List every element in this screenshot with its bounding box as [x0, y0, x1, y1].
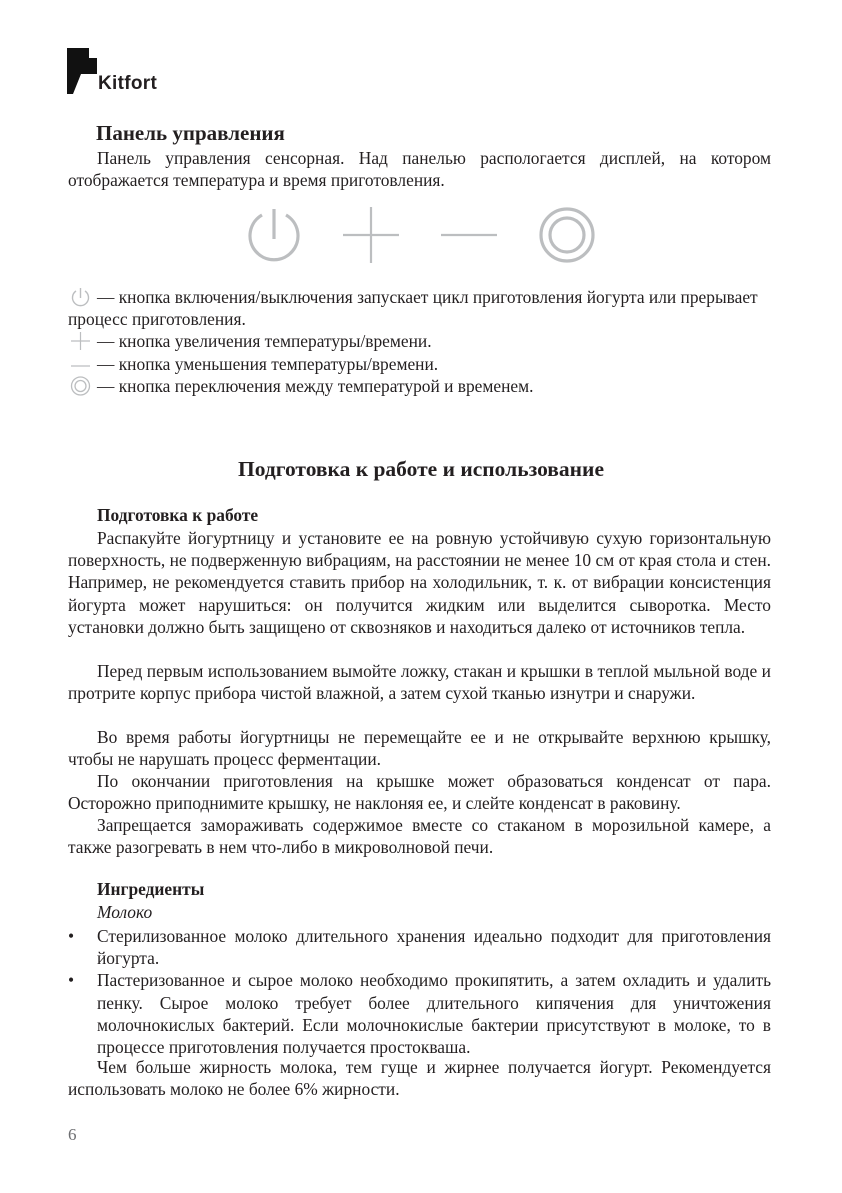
prep-paragraph-5: Запрещается замораживать содержимое вместе со стаканом в морозильной камере, а также разогревать в нем что-либо в микроволновой печи.	[68, 815, 771, 858]
prep-paragraph-4: По окончании приготовления на крышке может образоваться конденсат от пара. Осторожно приподнимите крышку, не наклоняя ее, и слейте конденсат в раковину.	[68, 771, 771, 814]
prep-paragraph-1: Распакуйте йогуртницу и установите ее на ровную устойчивую сухую горизонтальную поверхность, не подверженную вибрациям, на расстоянии не менее 10 см от края стола и стен. Например, не рекомендуется ставить прибор на холодильник, т. к. от вибрации консистенция йогурта может нарушиться: он получится жидким или выделится сыворотка. Место установки должно быть защищено от сквозняков и находиться далеко от источников тепла.	[68, 528, 771, 637]
legend-row-plus	[68, 330, 771, 352]
section-title: Подготовка к работе и использование	[238, 457, 604, 481]
list-item-text: Пастеризованное и сырое молоко необходимо прокипятить, а затем охладить и удалить пенку. Сырое молоко требует более длительного кипячения для уничтожения молочнокислых бактерий. Если молочнокислые бактерии присутствуют в молоке, то в процессе приготовления получается простокваша.	[97, 970, 771, 1058]
prep-paragraph-3: Во время работы йогуртницы не перемещайте ее и не открывайте верхнюю крышку, чтобы не нарушать процесс ферментации.	[68, 727, 771, 770]
control-panel-intro: Панель управления сенсорная. Над панелью распологается дисплей, на котором отображается температура и время приготовления.	[68, 148, 771, 191]
power-icon	[68, 287, 93, 307]
switch-circle-icon	[536, 205, 598, 267]
page-number: 6	[68, 1125, 77, 1144]
switch-circle-icon	[68, 376, 93, 396]
minus-icon	[439, 205, 499, 267]
brand-name: Kitfort	[98, 73, 158, 94]
bullet-marker: •	[68, 970, 75, 991]
legend-row-power	[68, 286, 771, 330]
control-legend	[68, 286, 771, 397]
prep-title: Подготовка к работе	[97, 505, 259, 525]
legend-text-minus: — кнопка уменьшения температуры/времени.	[97, 353, 439, 374]
ingredients-subtitle: Молоко	[97, 902, 153, 922]
bullet-marker: •	[68, 926, 75, 946]
minus-icon	[68, 354, 93, 374]
control-panel-title: Панель управления	[96, 121, 285, 145]
kitfort-logo	[67, 48, 167, 100]
legend-text-plus: — кнопка увеличения температуры/времени.	[97, 331, 432, 352]
list-item	[68, 969, 771, 1058]
list-item-text: Стерилизованное молоко длительного хранения идеально подходит для приготовления йогурта.	[97, 926, 771, 969]
plus-icon	[341, 205, 401, 267]
power-icon	[243, 205, 305, 267]
prep-paragraph-2: Перед первым использованием вымойте ложку, стакан и крышки в теплой мыльной воде и протрите корпус прибора чистой влажной, а затем сухой тканью изнутри и снаружи.	[68, 661, 771, 704]
legend-text-switch: — кнопка переключения между температурой и временем.	[97, 375, 534, 396]
legend-row-minus	[68, 353, 771, 375]
control-panel-icons	[243, 205, 593, 265]
ingredients-title: Ингредиенты	[97, 879, 205, 899]
legend-text-power: — кнопка включения/выключения запускает цикл приготовления йогурта или прерывает процесс приготовления.	[68, 287, 758, 330]
ingredients-closing: Чем больше жирность молока, тем гуще и жирнее получается йогурт. Рекомендуется использовать молоко не более 6% жирности.	[68, 1057, 771, 1100]
list-item	[68, 925, 771, 969]
ingredients-list	[68, 925, 771, 1058]
kitfort-logo-mark-icon	[67, 48, 97, 96]
legend-row-switch	[68, 375, 771, 397]
plus-icon	[68, 331, 93, 351]
